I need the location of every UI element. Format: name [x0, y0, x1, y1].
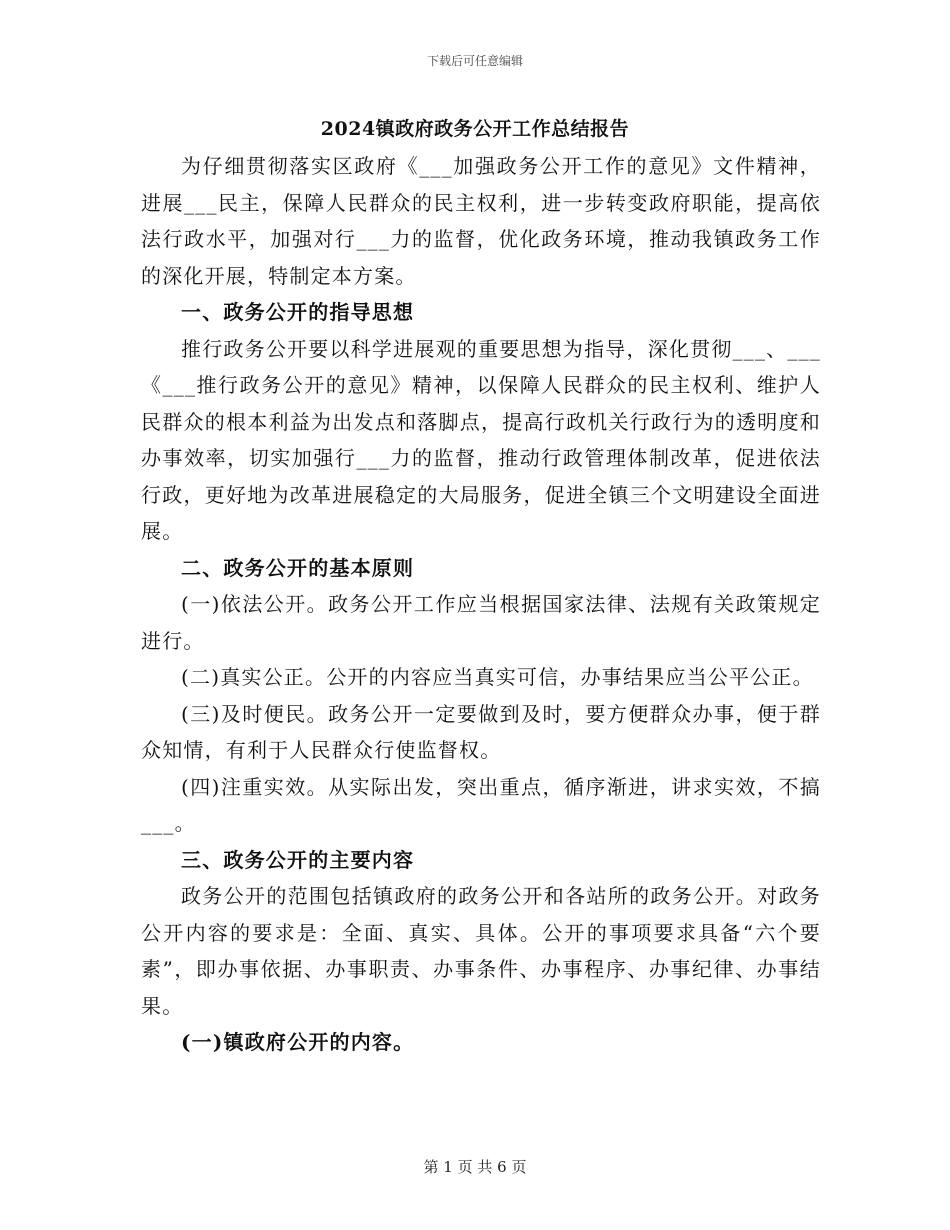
intro-paragraph: 为仔细贯彻落实区政府《___加强政务公开工作的意见》文件精神，进展___民主，保障人民群众的民主权利，进一步转变政府职能，提高依法行政水平，加强对行___力的监督，优化政务环境，推动我镇政务工作的深化开展，特制定本方案。 — [141, 154, 821, 288]
principle-item-2: (二)真实公正。公开的内容应当真实可信，办事结果应当公平公正。 — [181, 665, 814, 689]
principle-item-1: (一)依法公开。政务公开工作应当根据国家法律、法规有关政策规定进行。 — [141, 592, 821, 653]
section-heading-3: 三、政务公开的主要内容 — [181, 847, 415, 872]
section-heading-2: 二、政务公开的基本原则 — [181, 555, 415, 580]
document-body — [141, 148, 821, 1061]
document-title: 2024镇政府政务公开工作总结报告 — [320, 118, 630, 140]
body-paragraph: 政务公开的范围包括镇政府的政务公开和各站所的政务公开。对政务公开内容的要求是：全面、真实、具体。公开的事项要求具备“六个要素”，即办事依据、办事职责、办事条件、办事程序、办事纪律、办事结果。 — [141, 884, 821, 1018]
principle-item-4: (四)注重实效。从实际出发，突出重点，循序渐进，讲求实效，不搞___。 — [141, 774, 821, 835]
page-number-footer: 第 1 页 共 6 页 — [423, 1158, 527, 1176]
section-heading-1: 一、政务公开的指导思想 — [181, 300, 415, 324]
body-paragraph: 推行政务公开要以科学进展观的重要思想为指导，深化贯彻___、___《___推行政务公开的意见》精神，以保障人民群众的民主权利、维护人民群众的根本利益为出发点和落脚点，提高行政机关行政行为的透明度和办事效率，切实加强行___力的监督，推动行政管理体制改革，促进依法行政，更好地为改革进展稳定的大局服务，促进全镇三个文明建设全面进展。 — [141, 336, 821, 543]
subsection-heading: (一)镇政府公开的内容。 — [181, 1030, 415, 1054]
principle-item-3: (三)及时便民。政务公开一定要做到及时，要方便群众办事，便于群众知情，有利于人民群众行使监督权。 — [141, 701, 821, 762]
page-header-note: 下载后可任意编辑 — [426, 54, 523, 68]
